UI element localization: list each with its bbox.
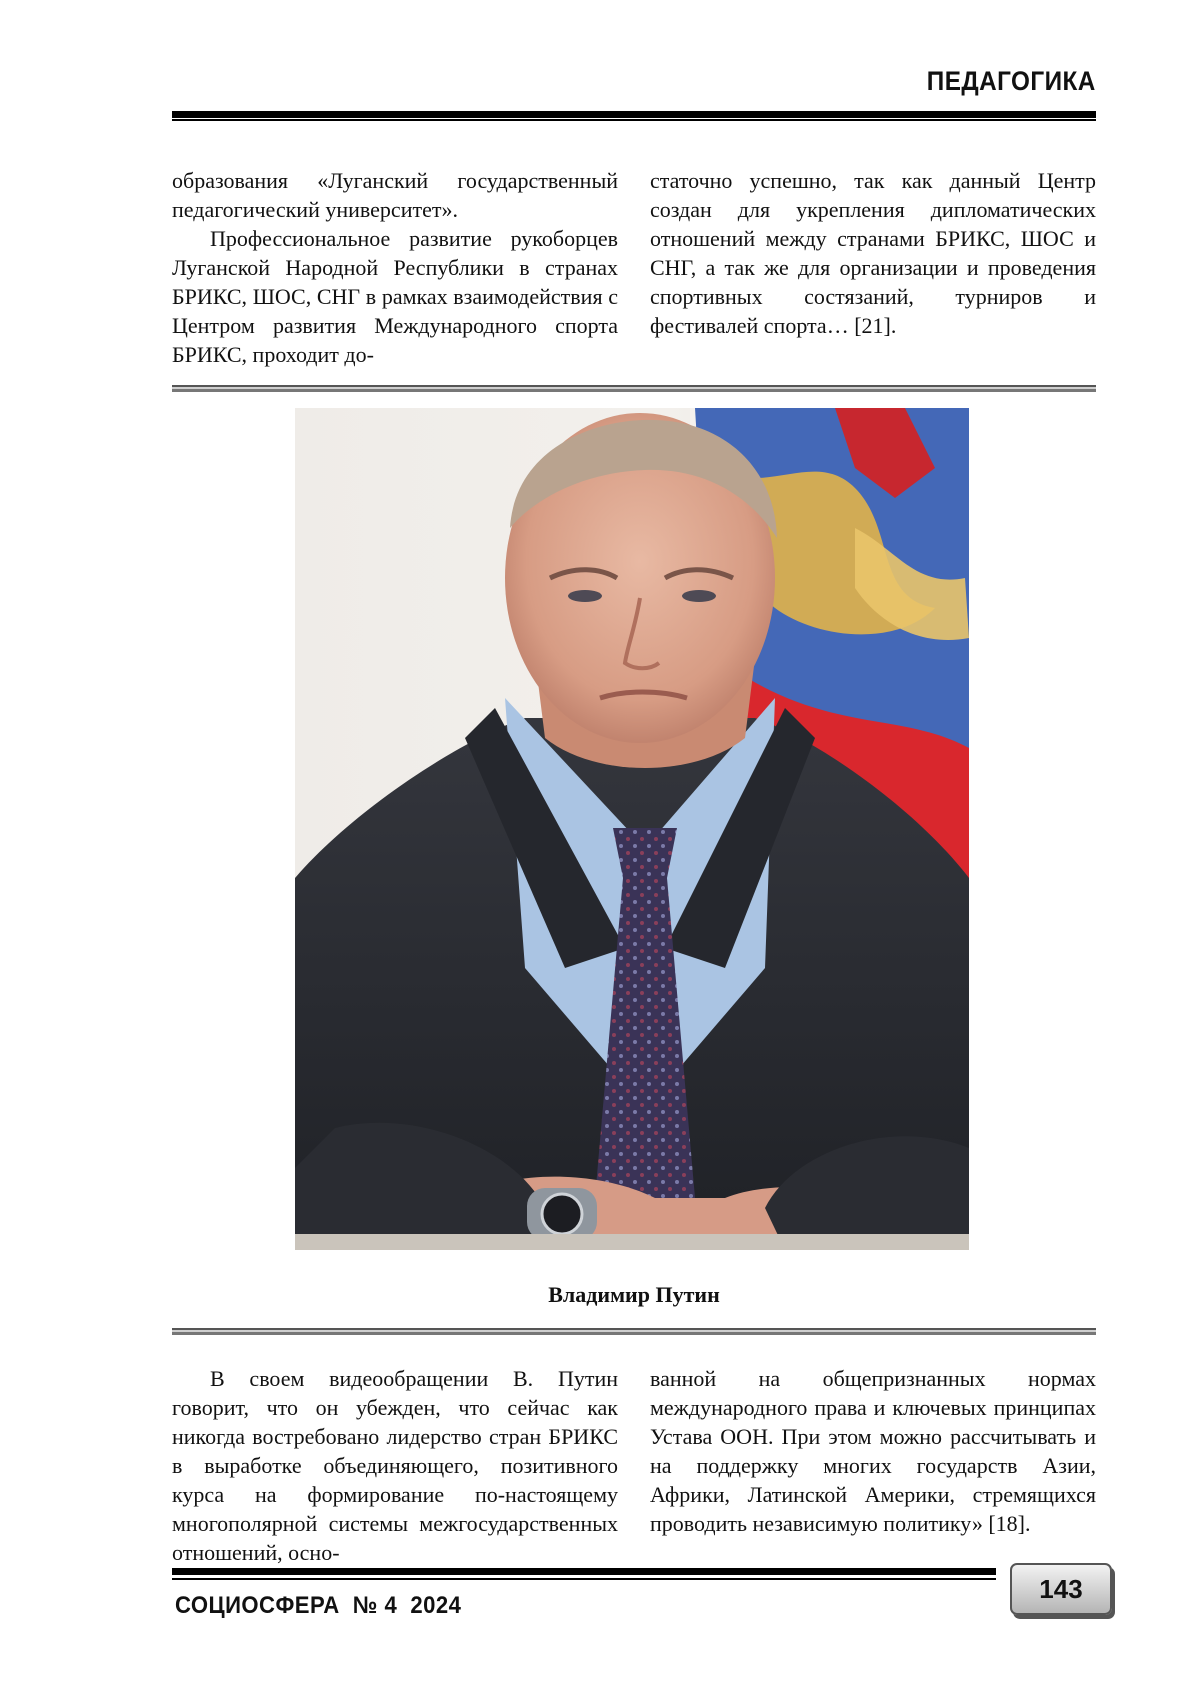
section-title: ПЕДАГОГИКА [926,66,1096,96]
page-number: 143 [1010,1563,1112,1615]
header-rule [172,111,1096,121]
column-top-right [650,166,1096,340]
paragraph: образования «Луганский государственный педагогический университет». [172,168,618,222]
paragraph: Профессиональное развитие рукоборцев Луганской Народной Республики в странах БРИКС, ШОС, СНГ в рамках взаимодействия с Центром развития Международного спорта БРИКС, проходит до- [172,226,618,367]
journal-issue: СОЦИОСФЕРА № 4 2024 [175,1592,462,1619]
column-top-left [172,166,618,369]
footer-rule [172,1568,996,1580]
paragraph: В своем видеообращении В. Путин говорит, что он убежден, что сейчас как никогда востребовано лидерство стран БРИКС в выработке объединяющего, позитивного курса на формирование по-настоящему многополярной системы межгосударственных отношений, осно- [172,1366,618,1565]
divider-rule [172,385,1096,392]
column-bottom-left [172,1364,618,1567]
portrait-illustration [295,408,969,1250]
column-bottom-right [650,1364,1096,1538]
portrait-photo [295,408,969,1250]
paragraph: ванной на общепризнанных нормах международного права и ключевых принципах Устава ООН. При этом можно рассчитывать и на поддержку многих государств Азии, Африки, Латинской Америки, стремящихся проводить независимую политику» [18]. [650,1366,1096,1536]
paragraph: статочно успешно, так как данный Центр создан для укрепления дипломатических отношений между странами БРИКС, ШОС и СНГ, а так же для организации и проведения спортивных состязаний, турниров и фестивалей спорта… [21]. [650,168,1096,338]
divider-rule [172,1328,1096,1335]
photo-caption: Владимир Путин [548,1282,720,1307]
